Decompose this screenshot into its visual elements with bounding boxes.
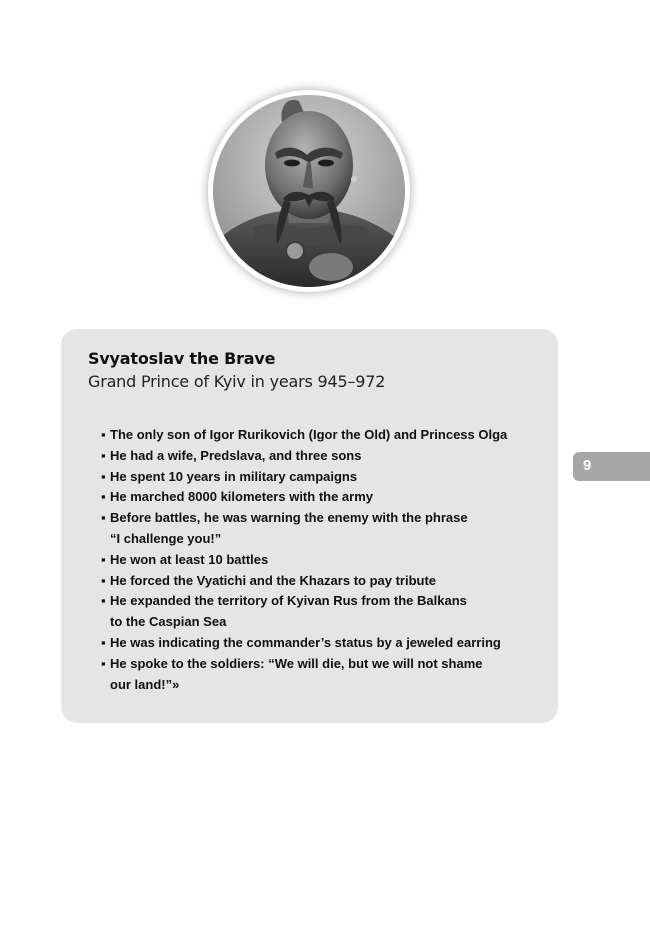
fact-text: He marched 8000 kilometers with the army [110, 489, 374, 505]
bullet-icon: ▪ [101, 510, 106, 526]
card-title: Svyatoslav the Brave [88, 349, 276, 368]
bullet-icon: ▪ [101, 655, 106, 671]
card-subtitle: Grand Prince of Kyiv in years 945–972 [88, 372, 386, 391]
portrait-svyatoslav [213, 95, 405, 287]
fact-text: He was indicating the commander’s status by a jeweled earring [110, 634, 501, 650]
fact-text: He spoke to the soldiers: “We will die, but we will not shame our land!”» [110, 655, 483, 692]
fact-text: He spent 10 years in military campaigns [110, 468, 358, 484]
bullet-icon: ▪ [101, 447, 106, 463]
fact-text: He won at least 10 battles [110, 551, 269, 567]
fact-item [101, 467, 546, 488]
fact-text: The only son of Igor Rurikovich (Igor the Old) and Princess Olga [110, 427, 508, 442]
fact-item [101, 550, 546, 571]
bullet-icon: ▪ [101, 551, 106, 567]
page-number: 9 [583, 457, 592, 474]
fact-item [101, 591, 546, 633]
fact-item [101, 654, 546, 696]
portrait-illustration [213, 95, 405, 287]
fact-item [101, 425, 546, 446]
info-card [61, 329, 558, 723]
facts-list [101, 425, 546, 695]
page-number-tab [573, 452, 650, 481]
bullet-icon: ▪ [101, 489, 106, 505]
portrait-frame [208, 90, 410, 292]
fact-item [101, 487, 546, 508]
fact-text: Before battles, he was warning the enemy with the phrase “I challenge you!” [110, 510, 468, 546]
bullet-icon: ▪ [101, 427, 106, 442]
fact-item [101, 571, 546, 592]
fact-item [101, 446, 546, 467]
bullet-icon: ▪ [101, 468, 106, 484]
bullet-icon: ▪ [101, 593, 106, 609]
fact-text: He expanded the territory of Kyivan Rus from the Balkans to the Caspian Sea [110, 593, 467, 630]
fact-item [101, 633, 546, 654]
fact-item [101, 508, 546, 550]
fact-text: He forced the Vyatichi and the Khazars to pay tribute [110, 572, 437, 588]
bullet-icon: ▪ [101, 572, 106, 588]
fact-text: He had a wife, Predslava, and three sons [110, 447, 362, 463]
bullet-icon: ▪ [101, 634, 106, 650]
